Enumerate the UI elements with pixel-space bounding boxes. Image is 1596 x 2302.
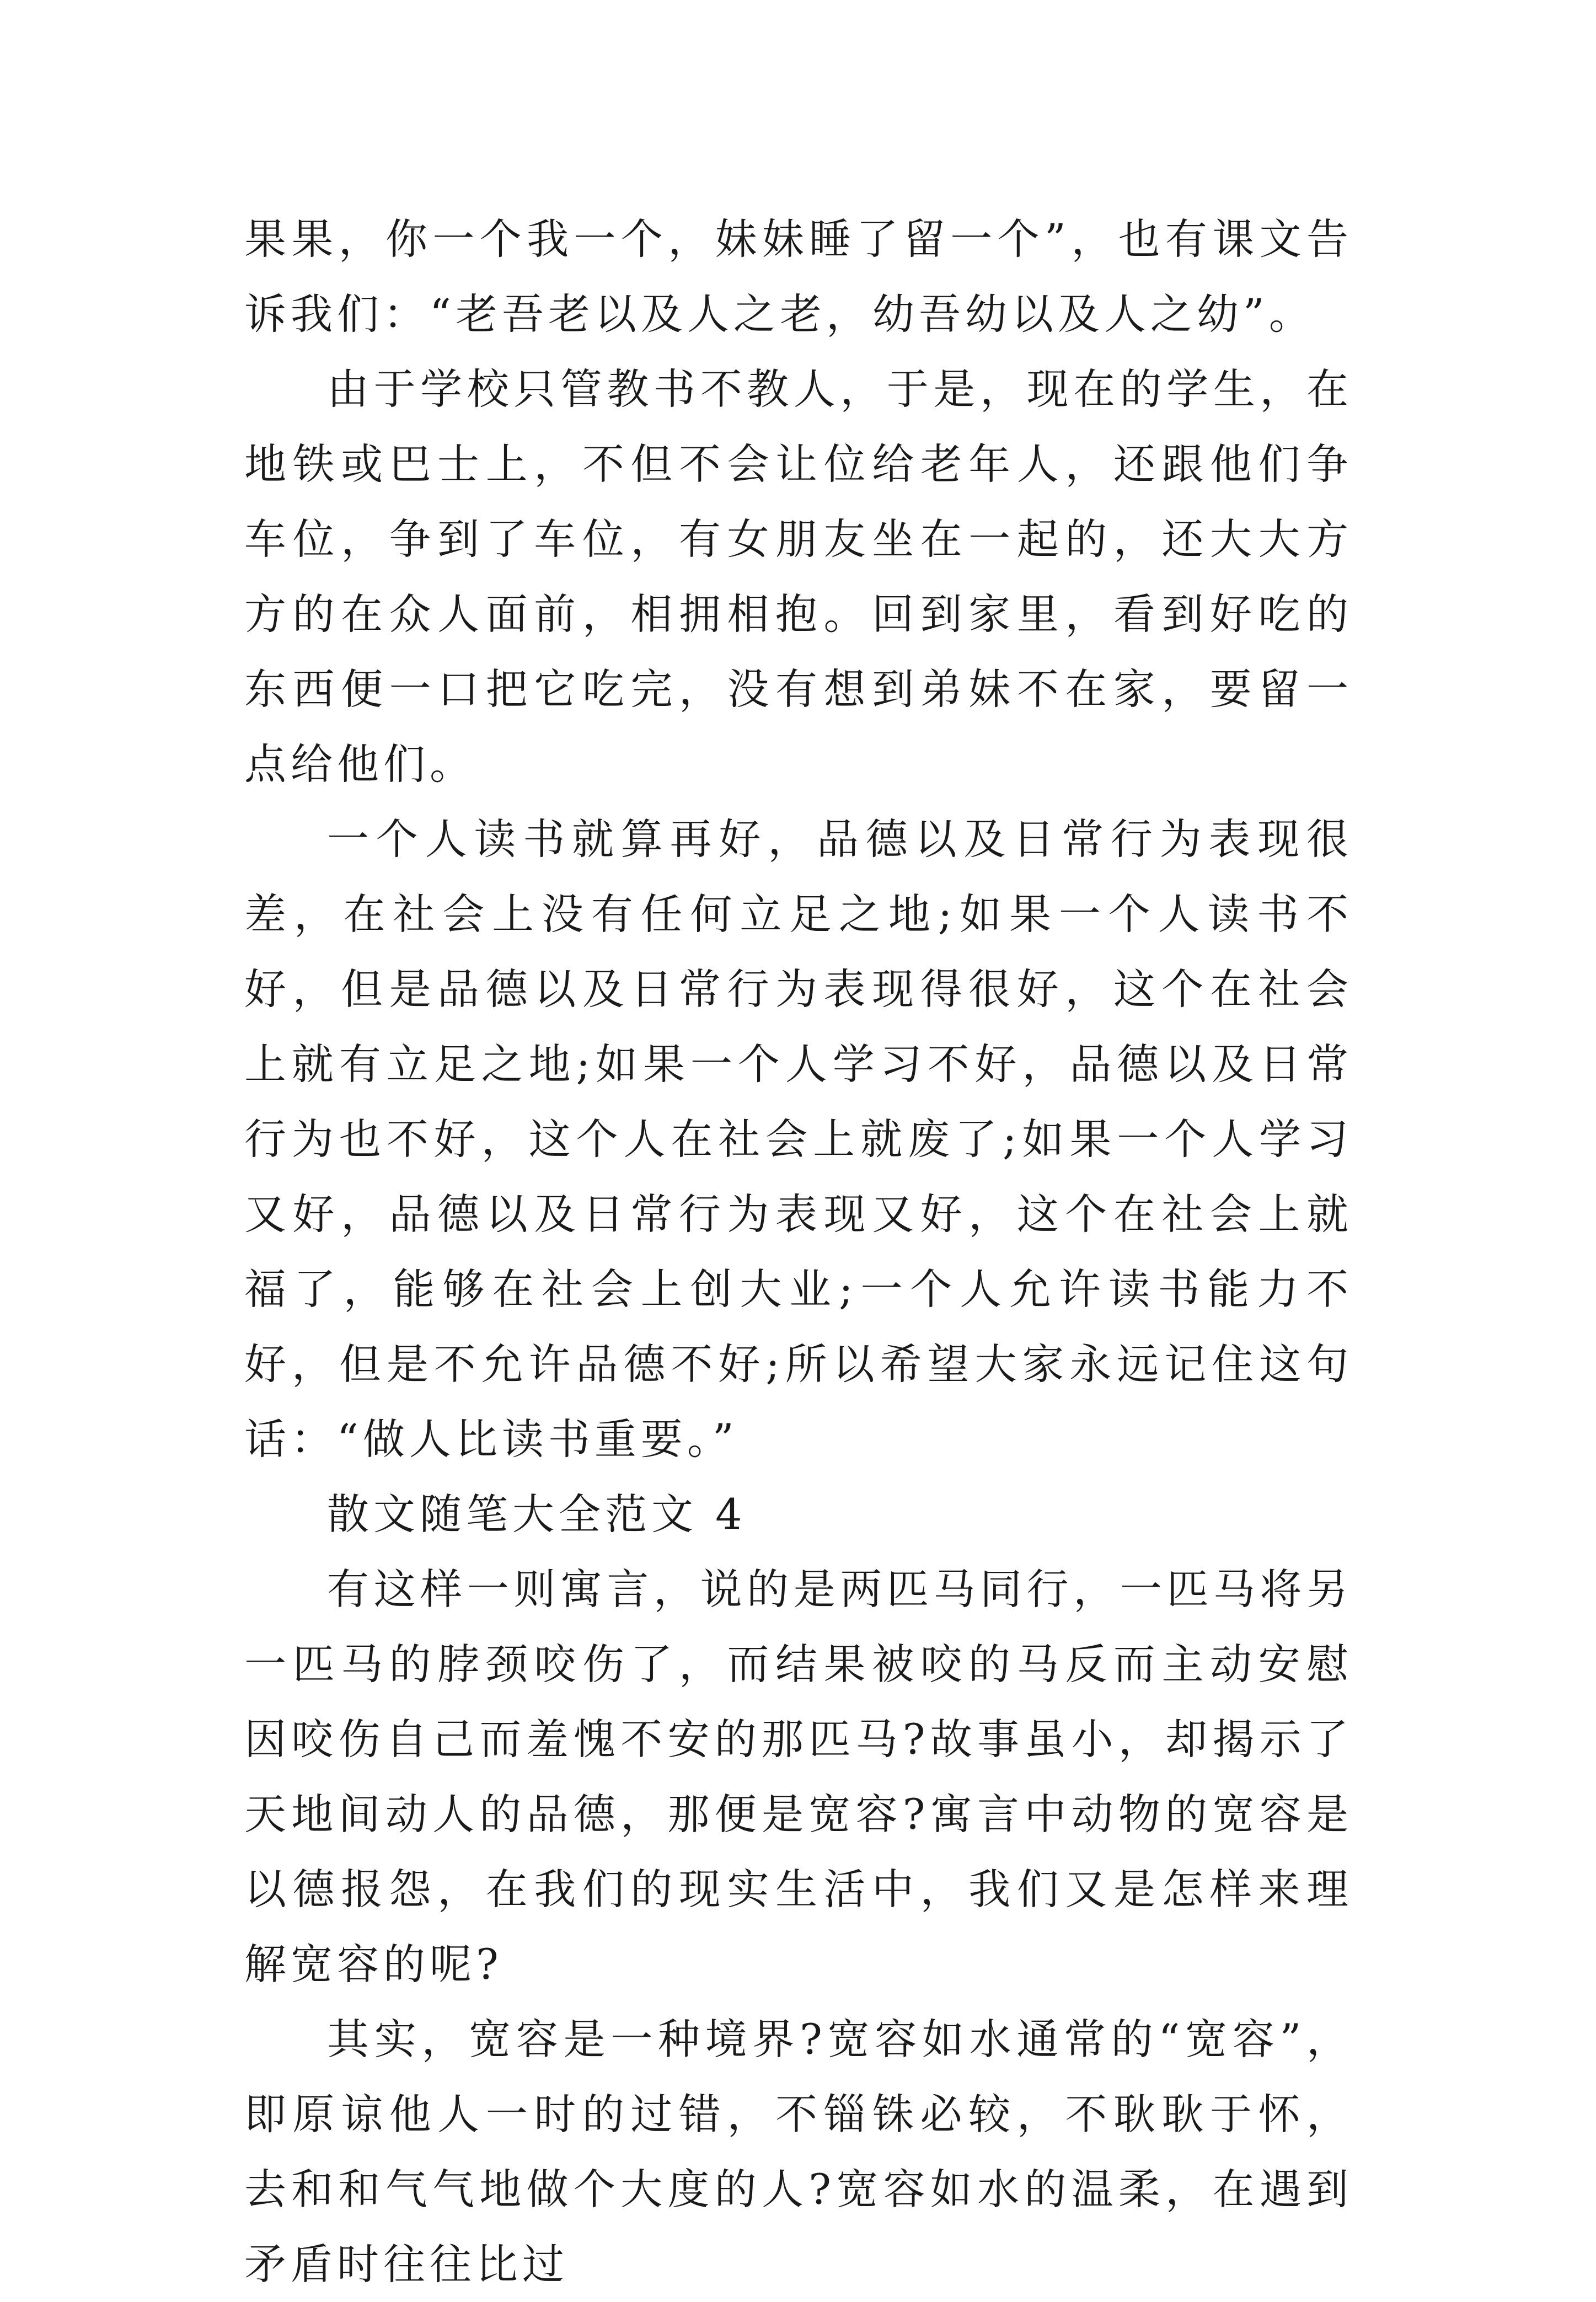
paragraph-school: 由于学校只管教书不教人，于是，现在的学生，在地铁或巴士上，不但不会让位给老年人，还跟他们争车位，争到了车位，有女朋友坐在一起的，还大大方方的在众人面前，相拥相抱。回到家里，看到好吃的东西便一口把它吃完，没有想到弟妹不在家，要留一点给他们。 <box>244 365 1353 789</box>
paragraph-continuation: 果果，你一个我一个，妹妹睡了留一个”，也有课文告诉我们：“老吾老以及人之老，幼吾幼以及人之幼”。 <box>244 215 1353 339</box>
document-body <box>244 202 1353 2302</box>
paragraph-tolerance: 其实，宽容是一种境界?宽容如水通常的“宽容”，即原谅他人一时的过错，不锱铢必较，不耿耿于怀，去和和气气地做个大度的人?宽容如水的温柔，在遇到矛盾时往往比过 <box>244 2015 1353 2289</box>
paragraph-fable: 有这样一则寓言，说的是两匹马同行，一匹马将另一匹马的脖颈咬伤了，而结果被咬的马反而主动安慰因咬伤自己而羞愧不安的那匹马?故事虽小，却揭示了天地间动人的品德，那便是宽容?寓言中动物的宽容是以德报怨，在我们的现实生活中，我们又是怎样来理解宽容的呢? <box>244 1565 1353 1989</box>
section-heading: 散文随笔大全范文 4 <box>327 1490 747 1539</box>
paragraph-character: 一个人读书就算再好，品德以及日常行为表现很差，在社会上没有任何立足之地;如果一个人读书不好，但是品德以及日常行为表现得很好，这个在社会上就有立足之地;如果一个人学习不好，品德以及日常行为也不好，这个人在社会上就废了;如果一个人学习又好，品德以及日常行为表现又好，这个在社会上就福了，能够在社会上创大业;一个人允许读书能力不好，但是不允许品德不好;所以希望大家永远记住这句话：“做人比读书重要。” <box>244 815 1353 1464</box>
